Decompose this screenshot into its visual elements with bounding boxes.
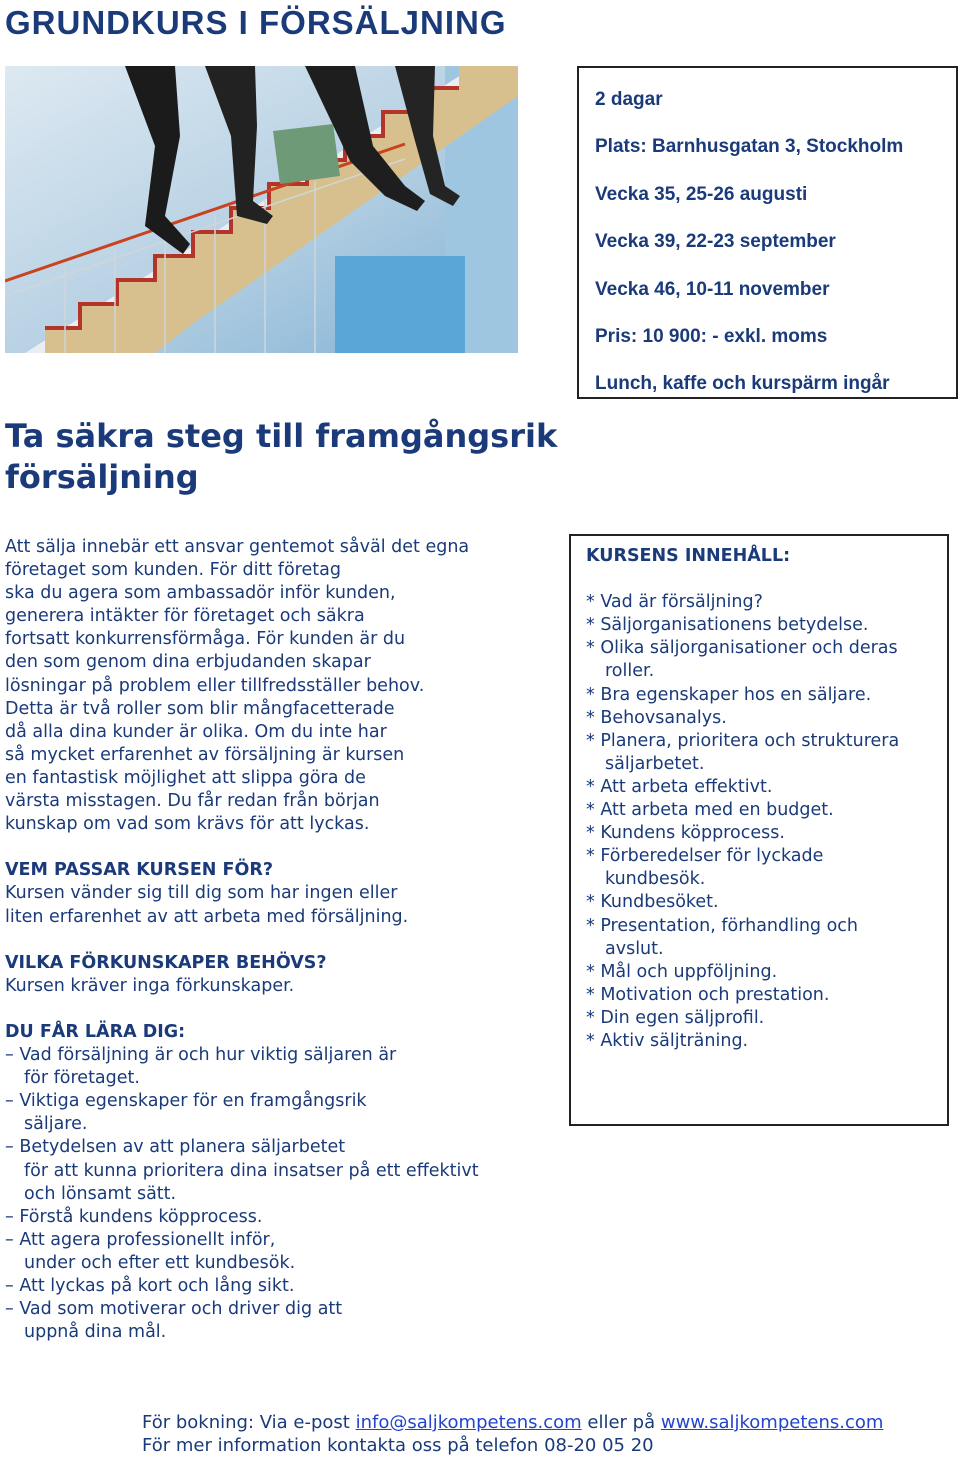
website-link[interactable]: www.saljkompetens.com — [660, 1412, 884, 1433]
learn-item: – Att lyckas på kort och lång sikt. — [5, 1276, 295, 1296]
staircase-photo — [5, 66, 518, 353]
learn-item: – Att agera professionellt inför, under och efter ett kundbesök. — [5, 1229, 296, 1273]
content-item: * Olika säljorganisationer och deras roller. — [586, 638, 898, 682]
subtitle: Ta säkra steg till framgångsrik försäljning — [5, 417, 558, 496]
content-item: * Kundbesöket. — [586, 892, 719, 913]
info-price: Pris: 10 900: - exkl. moms — [595, 325, 828, 347]
learn-item: – Betydelsen av att planera säljarbetet för att kunna prioritera dina insatser på ett effektivt och lönsamt sätt. — [5, 1137, 479, 1204]
contact-line: För mer information kontakta oss på telefon 08-20 05 20 — [142, 1435, 654, 1456]
learn-heading: DU FÅR LÄRA DIG: — [5, 1021, 186, 1042]
info-location: Plats: Barnhusgatan 3, Stockholm — [595, 136, 904, 158]
info-duration: 2 dagar — [595, 89, 663, 110]
course-content-box — [569, 534, 949, 1126]
booking-line — [142, 1411, 957, 1434]
content-item: * Presentation, förhandling och avslut. — [586, 915, 859, 959]
info-included: Lunch, kaffe och kurspärm ingår — [595, 373, 890, 395]
content-item: * Behovsanalys. — [586, 707, 727, 728]
content-item: * Vad är försäljning? — [586, 592, 763, 613]
content-item: * Aktiv säljträning. — [586, 1030, 749, 1051]
content-item: * Säljorganisationens betydelse. — [586, 615, 869, 636]
who-text: Kursen vänder sig till dig som har ingen eller liten erfarenhet av att arbeta med försäljning. — [5, 883, 409, 927]
content-item: * Planera, prioritera och strukturera säljarbetet. — [586, 730, 900, 774]
info-date-2: Vecka 39, 22-23 september — [595, 231, 836, 253]
content-item: * Att arbeta med en budget. — [586, 800, 834, 821]
content-item: * Kundens köpprocess. — [586, 823, 785, 844]
learn-item: – Vad som motiverar och driver dig att uppnå dina mål. — [5, 1299, 343, 1343]
content-item: * Motivation och prestation. — [586, 984, 830, 1005]
booking-middle: eller på — [581, 1412, 661, 1433]
learn-item: – Viktiga egenskaper för en framgångsrik säljare. — [5, 1091, 367, 1135]
email-link[interactable]: info@saljkompetens.com — [355, 1412, 582, 1433]
prereq-heading: VILKA FÖRKUNSKAPER BEHÖVS? — [5, 952, 327, 973]
footer — [142, 1411, 957, 1457]
intro-text: Att sälja innebär ett ansvar gentemot såväl det egna företaget som kunden. För ditt företag ska du agera som ambassadör inför kunden, generera intäkter för företaget och säkra fortsatt konkurrensförmåga. För kunden är du den som genom dina erbjudanden skapar lösningar på problem eller tillfredsställer behov. Detta är två roller som blir mångfacetterade då alla dina kunder är olika. Om du inte har så mycket erfarenhet av försäljning är kursen en fantastisk möjlighet att slippa göra de värsta misstagen. Du får redan från början kunskap om vad som krävs för att lyckas. — [5, 537, 470, 835]
staircase-photo-illustration — [5, 66, 518, 353]
page-title: GRUNDKURS I FÖRSÄLJNING — [5, 4, 507, 41]
who-heading: VEM PASSAR KURSEN FÖR? — [5, 860, 273, 881]
course-info-box — [577, 66, 958, 399]
content-item: * Förberedelser för lyckade kundbesök. — [586, 846, 824, 890]
description-column — [5, 536, 550, 1344]
booking-prefix: För bokning: Via e-post — [142, 1412, 356, 1433]
course-content-heading: KURSENS INNEHÅLL: — [586, 546, 791, 566]
learn-item: – Vad försäljning är och hur viktig säljaren är för företaget. — [5, 1045, 397, 1089]
content-item: * Bra egenskaper hos en säljare. — [586, 684, 872, 705]
info-date-3: Vecka 46, 10-11 november — [595, 278, 830, 300]
content-item: * Mål och uppföljning. — [586, 961, 778, 982]
prereq-text: Kursen kräver inga förkunskaper. — [5, 975, 295, 996]
info-date-1: Vecka 35, 25-26 augusti — [595, 183, 808, 205]
content-item: * Att arbeta effektivt. — [586, 776, 773, 797]
learn-item: – Förstå kundens köpprocess. — [5, 1206, 263, 1227]
content-item: * Din egen säljprofil. — [586, 1007, 765, 1028]
